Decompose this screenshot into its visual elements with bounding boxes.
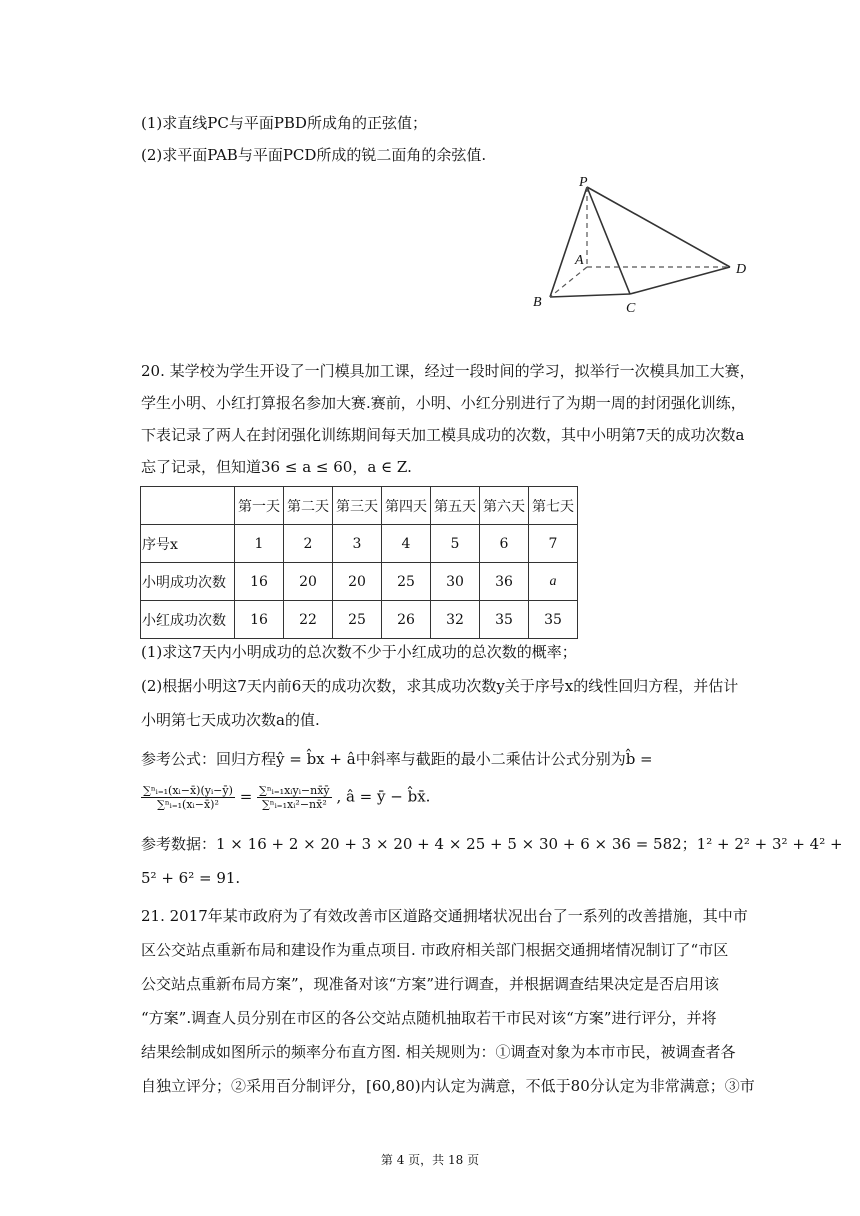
table-cell: a <box>529 563 578 601</box>
q20-data-line-1: 参考数据：1 × 16 + 2 × 20 + 3 × 20 + 4 × 25 + 5 × 30 + 6 × 36 = 582；1² + 2² + 3² + 4² + <box>141 835 843 853</box>
table-cell: 35 <box>529 601 578 639</box>
q21-line-4: “方案”.调查人员分别在市区的各公交站点随机抽取若干市民对该“方案”进行评分，并将 <box>141 1009 717 1027</box>
edge-PD <box>587 187 730 267</box>
table-cell: 22 <box>284 601 333 639</box>
fraction-1 <box>141 784 235 811</box>
table-cell: 5 <box>431 525 480 563</box>
table-cell: 第四天 <box>382 487 431 525</box>
table-cell: 第三天 <box>333 487 382 525</box>
table-row <box>141 563 578 601</box>
page-footer: 第 4 页，共 18 页 <box>380 1153 480 1167</box>
edge-CD <box>630 267 730 294</box>
table-cell: 4 <box>382 525 431 563</box>
q21-line-1: 21. 2017年某市政府为了有效改善市区道路交通拥堵状况出台了一系列的改善措施，其中市 <box>141 907 748 925</box>
table-cell: 25 <box>333 601 382 639</box>
q20-part2a: (2)根据小明这7天内前6天的成功次数，求其成功次数y关于序号x的线性回归方程，并估计 <box>141 677 739 695</box>
table-cell: 2 <box>284 525 333 563</box>
table-cell: 6 <box>480 525 529 563</box>
q20-part2b: 小明第七天成功次数a的值. <box>141 711 320 729</box>
label-B: B <box>533 295 542 310</box>
equals-sign: = <box>239 787 253 806</box>
table-cell: 第一天 <box>235 487 284 525</box>
q20-line-4: 忘了记录，但知道36 ≤ a ≤ 60，a ∈ Z. <box>141 458 412 476</box>
fraction-2 <box>257 784 332 811</box>
table-cell: 16 <box>235 563 284 601</box>
label-D: D <box>736 262 747 277</box>
q19-part1: (1)求直线PC与平面PBD所成角的正弦值； <box>141 114 427 132</box>
formula-tail: , â = ȳ − b̂x̄. <box>336 787 431 806</box>
q20-data-line-2: 5² + 6² = 91. <box>141 869 241 887</box>
table-cell: 16 <box>235 601 284 639</box>
table-cell: 第七天 <box>529 487 578 525</box>
table-cell: 7 <box>529 525 578 563</box>
fraction-1-denominator: ∑ⁿᵢ₌₁(xᵢ−x̄)² <box>157 798 219 811</box>
table-header-row <box>141 487 578 525</box>
table-cell: 26 <box>382 601 431 639</box>
table-cell: 35 <box>480 601 529 639</box>
label-C: C <box>626 301 636 316</box>
table-cell: 第五天 <box>431 487 480 525</box>
table-cell: 36 <box>480 563 529 601</box>
edge-PB <box>550 187 587 297</box>
table-cell <box>141 487 235 525</box>
table-cell: 30 <box>431 563 480 601</box>
table-cell: 序号x <box>141 525 235 563</box>
q21-line-3: 公交站点重新布局方案”，现准备对该“方案”进行调查，并根据调查结果决定是否启用该 <box>141 975 720 993</box>
q21-line-6: 自独立评分；②采用百分制评分，[60,80)内认定为满意，不低于80分认定为非常满意；③市 <box>141 1077 755 1095</box>
table-cell: 25 <box>382 563 431 601</box>
training-table <box>140 486 578 639</box>
table-row <box>141 601 578 639</box>
q20-line-1: 20. 某学校为学生开设了一门模具加工课，经过一段时间的学习，拟举行一次模具加工大赛， <box>141 362 755 380</box>
fraction-2-numerator: ∑ⁿᵢ₌₁xᵢyᵢ−nx̄ȳ <box>259 784 330 797</box>
q20-formula-intro: 参考公式：回归方程ŷ = b̂x + â中斜率与截距的最小二乘估计公式分别为b̂ = <box>141 750 653 768</box>
table-cell: 20 <box>333 563 382 601</box>
fraction-1-numerator: ∑ⁿᵢ₌₁(xᵢ−x̄)(yᵢ−ȳ) <box>143 784 233 797</box>
q20-line-2: 学生小明、小红打算报名参加大赛.赛前，小明、小红分别进行了为期一周的封闭强化训练， <box>141 394 746 412</box>
label-A: A <box>575 253 584 268</box>
q19-part2: (2)求平面PAB与平面PCD所成的锐二面角的余弦值. <box>141 146 487 164</box>
q20-line-3: 下表记录了两人在封闭强化训练期间每天加工模具成功的次数，其中小明第7天的成功次数a <box>141 426 745 444</box>
table-cell: 32 <box>431 601 480 639</box>
label-P: P <box>579 175 588 190</box>
table-cell: 小红成功次数 <box>141 601 235 639</box>
table-row <box>141 525 578 563</box>
table-cell: 20 <box>284 563 333 601</box>
table-cell: 1 <box>235 525 284 563</box>
q20-formula <box>141 784 430 811</box>
edge-BC <box>550 294 630 297</box>
table-cell: 第二天 <box>284 487 333 525</box>
q21-line-2: 区公交站点重新布局和建设作为重点项目. 市政府相关部门根据交通拥堵情况制订了“市区 <box>141 941 729 959</box>
fraction-2-denominator: ∑ⁿᵢ₌₁xᵢ²−nx̄² <box>261 798 327 811</box>
table-cell: 第六天 <box>480 487 529 525</box>
edge-PC <box>587 187 630 294</box>
table-cell: 小明成功次数 <box>141 563 235 601</box>
table-cell: 3 <box>333 525 382 563</box>
pyramid-figure <box>530 172 760 317</box>
q21-line-5: 结果绘制成如图所示的频率分布直方图. 相关规则为：①调查对象为本市市民，被调查者各 <box>141 1043 736 1061</box>
q20-part1: (1)求这7天内小明成功的总次数不少于小红成功的总次数的概率； <box>141 643 577 661</box>
